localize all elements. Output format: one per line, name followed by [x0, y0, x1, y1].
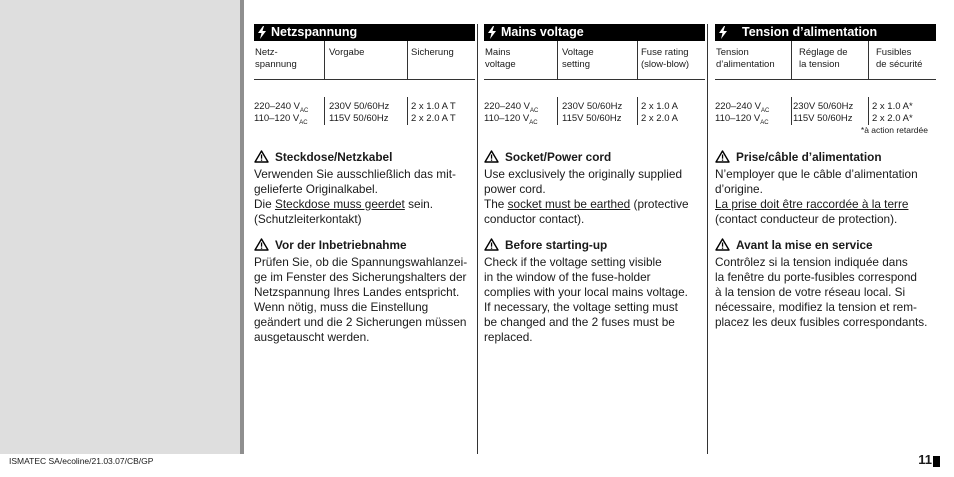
section-header	[715, 24, 936, 41]
section-body: N’employer que le câble d’alimentation d’origine. La prise doit être raccordée à la terre (contact conducteur de protection).	[715, 167, 918, 226]
lightning-icon	[718, 24, 730, 39]
section-heading: Steckdose/Netzkabel	[275, 150, 393, 164]
section-title: Netzspannung	[271, 25, 358, 39]
lightning-icon	[257, 24, 269, 39]
table-header-cell: Vorgabe	[329, 47, 365, 58]
table-header-cell: Sicherung	[411, 47, 454, 58]
table-header	[484, 41, 705, 80]
section-title: Tension d’alimentation	[742, 25, 878, 39]
voltage-table	[715, 41, 936, 135]
safety-section-socket	[484, 150, 706, 227]
safety-section-socket	[254, 150, 476, 227]
section-body: Contrôlez si la tension indiquée dans la fenêtre du porte-fusibles correspond à la tension de votre réseau local. Si nécessaire, modifiez la tension et rem- placez les deux fusibles correspondants.	[715, 255, 928, 329]
table-footnote: *à action retardée	[860, 125, 928, 135]
voltage-cell: 220–240 $V_{AC}$ 110–120 $V_{AC}$	[715, 101, 770, 126]
table-header	[254, 41, 475, 80]
voltage-cell: 220–240 $V_{AC}$ 110–120 $V_{AC}$	[254, 101, 309, 126]
table-header-cell: Fusibles de sécurité	[876, 47, 923, 70]
safety-section-socket	[715, 150, 937, 227]
table-row	[254, 98, 475, 126]
lightning-icon	[487, 24, 499, 39]
table-row	[715, 98, 936, 126]
safety-section-startup	[715, 238, 937, 330]
voltage-cell: 220–240 $V_{AC}$ 110–120 $V_{AC}$	[484, 101, 539, 126]
table-header-cell: Mains voltage	[485, 47, 516, 70]
warning-icon	[484, 238, 499, 255]
table-header-cell: Réglage de la tension	[799, 47, 848, 70]
page-number: 11	[918, 452, 932, 467]
section-heading: Socket/Power cord	[505, 150, 612, 164]
safety-section-startup	[484, 238, 706, 345]
warning-icon	[715, 238, 730, 255]
table-header-cell: Netz- spannung	[255, 47, 297, 70]
warning-icon	[254, 150, 269, 167]
section-heading: Before starting-up	[505, 238, 608, 252]
warning-icon	[715, 150, 730, 167]
section-header	[484, 24, 705, 41]
column-french	[715, 24, 936, 329]
setting-cell: 230V 50/60Hz 115V 50/60Hz	[329, 101, 390, 124]
warning-icon	[484, 150, 499, 167]
section-body: Use exclusively the originally supplied power cord. The socket must be earthed (protective conductor contact).	[484, 167, 689, 226]
column-german	[254, 24, 475, 344]
section-heading: Avant la mise en service	[736, 238, 873, 252]
fuse-cell: 2 x 1.0 A* 2 x 2.0 A*	[872, 101, 913, 124]
table-header-cell: Tension d’alimentation	[716, 47, 775, 70]
section-header	[254, 24, 475, 41]
table-row	[484, 98, 705, 126]
table-header-cell: Voltage setting	[562, 47, 594, 70]
section-body: Check if the voltage setting visible in the window of the fuse-holder complies with your local mains voltage. If necessary, the voltage setting must be changed and the 2 fuses must be replaced.	[484, 255, 688, 344]
fuse-cell: 2 x 1.0 A 2 x 2.0 A	[641, 101, 678, 124]
table-header-cell: Fuse rating (slow-blow)	[641, 47, 690, 70]
page-marker	[933, 456, 940, 467]
section-body: Verwenden Sie ausschließlich das mit- gelieferte Originalkabel. Die Steckdose muss geerdet sein. (Schutzleiterkontakt)	[254, 167, 456, 226]
voltage-table	[254, 41, 475, 126]
section-title: Mains voltage	[501, 25, 584, 39]
setting-cell: 230V 50/60Hz 115V 50/60Hz	[562, 101, 623, 124]
side-band	[0, 0, 240, 454]
side-rule	[240, 0, 244, 454]
column-english	[484, 24, 705, 344]
column-divider	[707, 24, 708, 454]
setting-cell: 230V 50/60Hz 115V 50/60Hz	[793, 101, 854, 124]
document-footer: ISMATEC SA/ecoline/21.03.07/CB/GP	[9, 456, 154, 466]
column-divider	[477, 24, 478, 454]
table-header	[715, 41, 936, 80]
voltage-table	[484, 41, 705, 126]
section-body: Prüfen Sie, ob die Spannungswahlanzei- ge im Fenster des Sicherungshalters der Netzspannung Ihres Landes entspricht. Wenn nötig, muss die Einstellung geändert und die 2 Sicherungen müssen ausgetauscht werden.	[254, 255, 468, 344]
fuse-cell: 2 x 1.0 A T 2 x 2.0 A T	[411, 101, 456, 124]
section-heading: Prise/câble d’alimentation	[736, 150, 882, 164]
warning-icon	[254, 238, 269, 255]
safety-section-startup	[254, 238, 476, 345]
section-heading: Vor der Inbetriebnahme	[275, 238, 407, 252]
